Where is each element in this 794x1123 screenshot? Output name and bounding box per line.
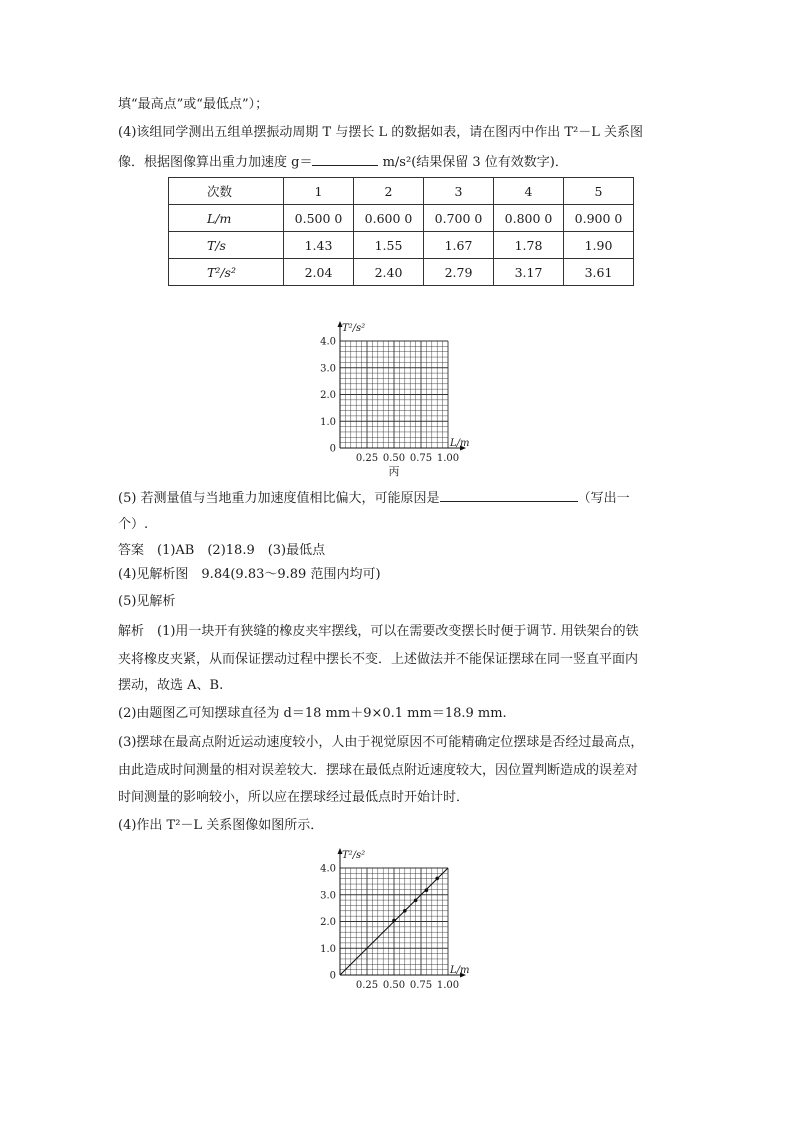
table-header-cell: 4 — [494, 178, 564, 205]
analysis-p1-line3: 摆动，故选 A、B. — [118, 678, 224, 693]
table-cell: 2.04 — [284, 259, 354, 286]
q4-line2-a: 像．根据图像算出重力加速度 g＝ — [118, 155, 313, 170]
q4-line2 — [118, 151, 568, 173]
data-point — [414, 899, 418, 903]
table-header-cell: 5 — [564, 178, 634, 205]
table-cell: 2.40 — [354, 259, 424, 286]
table-header-cell: 2 — [354, 178, 424, 205]
table-cell: 3.61 — [564, 259, 634, 286]
analysis-p3-line2: 由此造成时间测量的相对误差较大．摆球在最低点附近速度较大，因位置判断造成的误差对 — [118, 763, 639, 778]
graph-caption: 丙 — [388, 465, 400, 478]
graph-tick-labels — [320, 864, 459, 992]
table-cell: 0.800 0 — [494, 205, 564, 232]
table-row-label: T/s — [169, 232, 284, 259]
y-tick-label: 2.0 — [320, 917, 336, 928]
x-axis-label: L/m — [450, 965, 470, 976]
table-row — [169, 259, 634, 286]
table-row — [169, 205, 634, 232]
x-tick-label: 0.75 — [409, 980, 433, 991]
answer-line1: 答案 (1)AB (2)18.9 (3)最低点 — [118, 543, 326, 558]
table-cell: 0.900 0 — [564, 205, 634, 232]
y-tick-label: 0 — [329, 970, 336, 982]
x-tick-label: 0.75 — [409, 453, 433, 464]
y-tick-label: 2.0 — [320, 390, 336, 401]
table-cell: 3.17 — [494, 259, 564, 286]
q3-tail: 填“最高点”或“最低点”）； — [118, 97, 269, 112]
graph-grid — [340, 341, 448, 448]
data-point — [403, 909, 407, 913]
table-header-cell: 次数 — [169, 178, 284, 205]
table-row-label: L/m — [169, 205, 284, 232]
analysis-p1-line1: 解析 (1)用一块开有狭缝的橡皮夹牢摆线，可以在需要改变摆长时便于调节. 用铁架台的铁 — [118, 624, 639, 639]
table-header-row — [169, 178, 634, 205]
data-point — [435, 877, 439, 881]
x-tick-label: 0.50 — [382, 980, 406, 991]
table-cell: 0.700 0 — [424, 205, 494, 232]
y-tick-label: 0 — [329, 443, 336, 455]
table-cell: 1.43 — [284, 232, 354, 259]
table-cell: 0.600 0 — [354, 205, 424, 232]
q4-line2-b: m/s²(结果保留 3 位有效数字)． — [378, 155, 568, 170]
table-cell: 1.78 — [494, 232, 564, 259]
q5-line2: 个）. — [118, 517, 149, 532]
reason-answer-blank[interactable] — [440, 487, 578, 502]
x-tick-label: 0.50 — [382, 453, 406, 464]
x-tick-label: 0.25 — [355, 980, 379, 991]
x-tick-label: 1.00 — [436, 453, 460, 464]
y-tick-label: 3.0 — [320, 890, 336, 902]
data-table — [168, 177, 634, 286]
data-point — [392, 919, 396, 923]
y-tick-label: 4.0 — [320, 336, 336, 348]
analysis-p2: (2)由题图乙可知摆球直径为 d＝18 mm＋9×0.1 mm＝18.9 mm. — [118, 706, 507, 721]
g-answer-blank[interactable] — [312, 151, 378, 166]
analysis-p3-line3: 时间测量的影响较小，所以应在摆球经过最低点时开始计时． — [118, 790, 470, 805]
data-point — [425, 888, 429, 892]
answer-line3: (5)见解析 — [118, 594, 176, 609]
q5-line1-a: (5) 若测量值与当地重力加速度值相比偏大，可能原因是 — [118, 491, 440, 506]
table-header-cell: 3 — [424, 178, 494, 205]
y-tick-label: 4.0 — [320, 863, 336, 875]
y-axis-label: T²/s² — [342, 850, 366, 861]
x-axis-label: L/m — [450, 438, 470, 449]
q5-line1 — [118, 487, 630, 509]
analysis-p3-line1: (3)摆球在最高点附近运动速度较小，人由于视觉原因不可能精确定位摆球是否经过最高点， — [118, 735, 644, 750]
graph-tick-labels — [320, 337, 459, 465]
table-header-cell: 1 — [284, 178, 354, 205]
y-tick-label: 3.0 — [320, 363, 336, 375]
x-tick-label: 1.00 — [436, 980, 460, 991]
table-cell: 2.79 — [424, 259, 494, 286]
y-axis-label: T²/s² — [342, 323, 366, 334]
graph-axes — [338, 321, 467, 451]
blank-graph-bing — [310, 315, 490, 480]
table-cell: 1.90 — [564, 232, 634, 259]
answer-graph — [310, 842, 490, 992]
table-cell: 1.67 — [424, 232, 494, 259]
q5-line1-b: （写出一 — [577, 491, 630, 506]
table-row-label: T²/s² — [169, 259, 284, 286]
q4-line1: (4)该组同学测出五组单摆振动周期 T 与摆长 L 的数据如表，请在图丙中作出 T²－L 关系图 — [118, 125, 644, 140]
x-tick-label: 0.25 — [355, 453, 379, 464]
y-tick-label: 1.0 — [320, 943, 336, 955]
analysis-p4: (4)作出 T²－L 关系图像如图所示． — [118, 818, 324, 833]
table-cell: 0.500 0 — [284, 205, 354, 232]
table-cell: 1.55 — [354, 232, 424, 259]
analysis-p1-line2: 夹将橡皮夹紧，从而保证摆动过程中摆长不变．上述做法并不能保证摆球在同一竖直平面内 — [118, 652, 639, 667]
y-tick-label: 1.0 — [320, 416, 336, 428]
answer-line2: (4)见解析图 9.84(9.83～9.89 范围内均可) — [118, 567, 381, 582]
table-row — [169, 232, 634, 259]
